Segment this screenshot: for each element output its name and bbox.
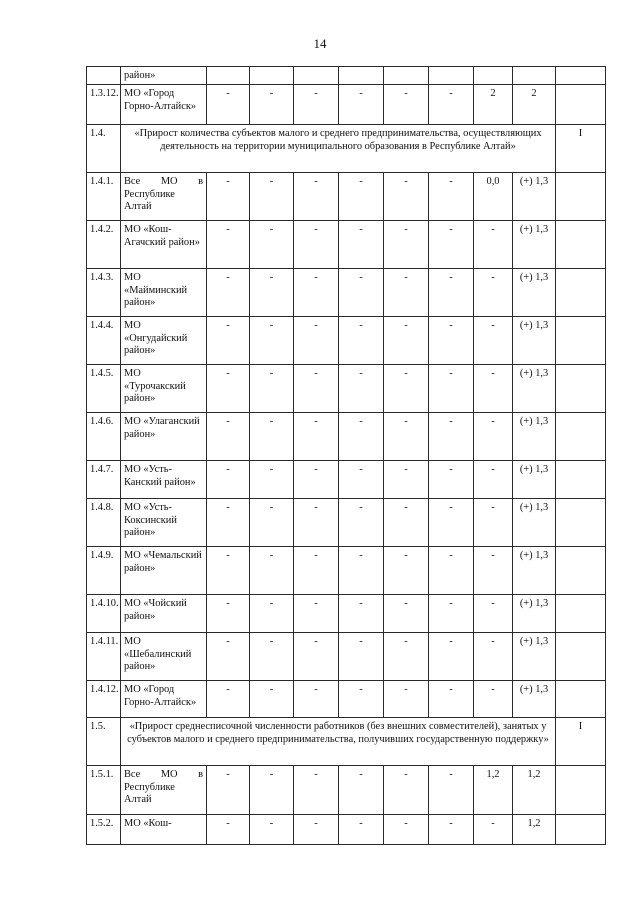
value-cell: - [339, 413, 384, 461]
row-number: 1.4.3. [87, 269, 121, 317]
row-name: МО «Онгудайский район» [121, 317, 207, 365]
row-number: 1.4. [87, 125, 121, 173]
value-cell: (+) 1,3 [513, 681, 556, 718]
value-cell: - [384, 317, 429, 365]
value-cell: - [250, 499, 294, 547]
value-cell [556, 461, 606, 499]
value-cell [556, 365, 606, 413]
value-cell [556, 815, 606, 845]
value-cell: - [474, 547, 513, 595]
value-cell [556, 317, 606, 365]
value-cell [556, 221, 606, 269]
section-title: «Прирост количества субъектов малого и среднего предпринимательства, осуществляющих деятельность на территории муниципального образования в Республике Алтай» [121, 125, 556, 173]
table-row [87, 85, 606, 125]
row-name: МО «Чемальский район» [121, 547, 207, 595]
row-name-word: Все [124, 769, 141, 780]
value-cell: - [429, 547, 474, 595]
value-cell: - [474, 365, 513, 413]
value-cell: 0,0 [474, 173, 513, 221]
priority-mark: I [556, 125, 606, 173]
row-name: МО «Турочакский район» [121, 365, 207, 413]
value-cell: - [339, 269, 384, 317]
value-cell: - [207, 173, 250, 221]
value-cell: - [429, 85, 474, 125]
value-cell [556, 85, 606, 125]
value-cell: (+) 1,3 [513, 317, 556, 365]
value-cell: - [384, 815, 429, 845]
table-row [87, 269, 606, 317]
table-row [87, 547, 606, 595]
value-cell: (+) 1,3 [513, 413, 556, 461]
value-cell: (+) 1,3 [513, 269, 556, 317]
row-number: 1.4.10. [87, 595, 121, 633]
value-cell: - [207, 221, 250, 269]
value-cell: (+) 1,3 [513, 365, 556, 413]
value-cell: - [429, 413, 474, 461]
value-cell: (+) 1,3 [513, 221, 556, 269]
row-name [121, 173, 207, 221]
row-number: 1.4.8. [87, 499, 121, 547]
value-cell [556, 413, 606, 461]
value-cell: - [207, 413, 250, 461]
value-cell: - [429, 173, 474, 221]
table-row [87, 499, 606, 547]
value-cell: - [429, 766, 474, 815]
priority-mark: I [556, 718, 606, 766]
value-cell: - [250, 461, 294, 499]
row-number: 1.4.2. [87, 221, 121, 269]
value-cell: (+) 1,3 [513, 499, 556, 547]
value-cell: - [294, 413, 339, 461]
value-cell: - [474, 499, 513, 547]
value-cell: - [474, 595, 513, 633]
value-cell: - [250, 365, 294, 413]
value-cell: - [474, 461, 513, 499]
value-cell: - [339, 85, 384, 125]
value-cell: - [294, 499, 339, 547]
value-cell: - [339, 547, 384, 595]
value-cell: - [207, 633, 250, 681]
value-cell: (+) 1,3 [513, 461, 556, 499]
value-cell [556, 499, 606, 547]
row-name: МО «Майминский район» [121, 269, 207, 317]
value-cell: - [384, 766, 429, 815]
value-cell: - [250, 766, 294, 815]
value-cell: - [429, 499, 474, 547]
row-name: МО «Город Горно-Алтайск» [121, 681, 207, 718]
value-cell: - [339, 766, 384, 815]
value-cell: - [339, 633, 384, 681]
value-cell: - [339, 317, 384, 365]
value-cell: - [339, 815, 384, 845]
value-cell: - [429, 365, 474, 413]
value-cell [556, 766, 606, 815]
row-name: МО «Чойский район» [121, 595, 207, 633]
row-name-rest: Республике Алтай [124, 781, 175, 806]
section-row [87, 125, 606, 173]
value-cell: - [339, 461, 384, 499]
value-cell: - [250, 173, 294, 221]
value-cell: (+) 1,3 [513, 595, 556, 633]
row-name: МО «Шебалинский район» [121, 633, 207, 681]
value-cell: - [384, 547, 429, 595]
value-cell: - [474, 317, 513, 365]
value-cell: - [250, 815, 294, 845]
table-row [87, 365, 606, 413]
row-name: район» [121, 67, 207, 85]
value-cell: 1,2 [513, 766, 556, 815]
row-number: 1.5.2. [87, 815, 121, 845]
value-cell: - [429, 681, 474, 718]
table-row [87, 317, 606, 365]
value-cell: - [384, 365, 429, 413]
table-row [87, 413, 606, 461]
value-cell: - [339, 173, 384, 221]
value-cell: - [207, 365, 250, 413]
value-cell: - [294, 269, 339, 317]
value-cell [556, 633, 606, 681]
value-cell [556, 595, 606, 633]
value-cell: - [207, 269, 250, 317]
value-cell: - [294, 595, 339, 633]
value-cell: - [207, 547, 250, 595]
value-cell: - [429, 269, 474, 317]
value-cell: - [474, 413, 513, 461]
value-cell: - [429, 595, 474, 633]
value-cell: - [207, 499, 250, 547]
value-cell: - [250, 595, 294, 633]
value-cell: - [207, 85, 250, 125]
value-cell: - [339, 365, 384, 413]
value-cell: - [339, 221, 384, 269]
value-cell: - [339, 595, 384, 633]
value-cell: - [250, 85, 294, 125]
row-number: 1.3.12. [87, 85, 121, 125]
row-name: МО «Кош-Агачский район» [121, 221, 207, 269]
row-name: МО «Город Горно-Алтайск» [121, 85, 207, 125]
row-number: 1.5.1. [87, 766, 121, 815]
row-name: МО «Усть-Коксинский район» [121, 499, 207, 547]
row-number: 1.4.9. [87, 547, 121, 595]
value-cell: (+) 1,3 [513, 633, 556, 681]
value-cell: - [339, 681, 384, 718]
row-name: МО «Кош- [121, 815, 207, 845]
table-row [87, 221, 606, 269]
table-row [87, 633, 606, 681]
value-cell: 2 [474, 85, 513, 125]
value-cell: - [429, 633, 474, 681]
value-cell: - [429, 815, 474, 845]
value-cell: - [384, 221, 429, 269]
value-cell: - [207, 766, 250, 815]
row-number: 1.4.4. [87, 317, 121, 365]
row-name-word: в [198, 176, 203, 187]
value-cell: - [474, 269, 513, 317]
value-cell: - [294, 173, 339, 221]
value-cell: - [384, 461, 429, 499]
row-number: 1.4.11. [87, 633, 121, 681]
row-name: МО «Усть-Канский район» [121, 461, 207, 499]
section-title: «Прирост среднесписочной численности работников (без внешних совместителей), занятых у субъектов малого и среднего предпринимательства, получивших государственную поддержку» [121, 718, 556, 766]
value-cell: - [207, 595, 250, 633]
value-cell: - [384, 499, 429, 547]
value-cell: - [294, 766, 339, 815]
row-number: 1.4.12. [87, 681, 121, 718]
value-cell: - [384, 633, 429, 681]
value-cell: - [474, 221, 513, 269]
value-cell: - [294, 681, 339, 718]
value-cell: - [207, 317, 250, 365]
value-cell: - [207, 461, 250, 499]
value-cell: - [384, 681, 429, 718]
table-row [87, 595, 606, 633]
value-cell: - [294, 365, 339, 413]
value-cell: - [294, 815, 339, 845]
row-name-word: МО [160, 176, 178, 187]
value-cell: - [474, 815, 513, 845]
value-cell: - [250, 413, 294, 461]
value-cell: - [474, 633, 513, 681]
value-cell [556, 173, 606, 221]
table-row [87, 461, 606, 499]
indicator-table [86, 66, 606, 845]
row-number: 1.4.6. [87, 413, 121, 461]
row-number: 1.4.7. [87, 461, 121, 499]
value-cell: - [384, 595, 429, 633]
value-cell: - [384, 173, 429, 221]
row-number: 1.4.5. [87, 365, 121, 413]
value-cell: - [384, 269, 429, 317]
row-name [121, 766, 207, 815]
value-cell: - [294, 547, 339, 595]
value-cell: - [474, 681, 513, 718]
row-name-first-line [124, 769, 203, 782]
value-cell [556, 547, 606, 595]
row-name-first-line [124, 176, 203, 189]
value-cell: - [250, 221, 294, 269]
value-cell: - [339, 499, 384, 547]
value-cell: 1,2 [513, 815, 556, 845]
value-cell: (+) 1,3 [513, 173, 556, 221]
table-row [87, 815, 606, 845]
value-cell: - [294, 221, 339, 269]
value-cell: - [250, 633, 294, 681]
value-cell: - [250, 547, 294, 595]
value-cell: (+) 1,3 [513, 547, 556, 595]
value-cell: - [207, 681, 250, 718]
value-cell: - [294, 461, 339, 499]
table-row [87, 681, 606, 718]
value-cell: - [250, 681, 294, 718]
value-cell: 1,2 [474, 766, 513, 815]
table-row [87, 173, 606, 221]
value-cell: - [250, 269, 294, 317]
value-cell: - [429, 461, 474, 499]
value-cell: - [294, 633, 339, 681]
row-name-word: Все [124, 176, 141, 187]
section-row [87, 718, 606, 766]
row-name-rest: Республике Алтай [124, 188, 175, 213]
page-number: 14 [313, 36, 327, 51]
value-cell: 2 [513, 85, 556, 125]
row-name-word: в [198, 769, 203, 780]
value-cell [556, 269, 606, 317]
row-number: 1.4.1. [87, 173, 121, 221]
row-number: 1.5. [87, 718, 121, 766]
value-cell: - [250, 317, 294, 365]
row-name: МО «Улаганский район» [121, 413, 207, 461]
value-cell: - [384, 85, 429, 125]
value-cell: - [207, 815, 250, 845]
value-cell: - [384, 413, 429, 461]
value-cell: - [294, 85, 339, 125]
table-row [87, 67, 606, 85]
value-cell: - [429, 317, 474, 365]
value-cell: - [429, 221, 474, 269]
value-cell [556, 681, 606, 718]
row-name-word: МО [160, 769, 178, 780]
table-row [87, 766, 606, 815]
value-cell: - [294, 317, 339, 365]
